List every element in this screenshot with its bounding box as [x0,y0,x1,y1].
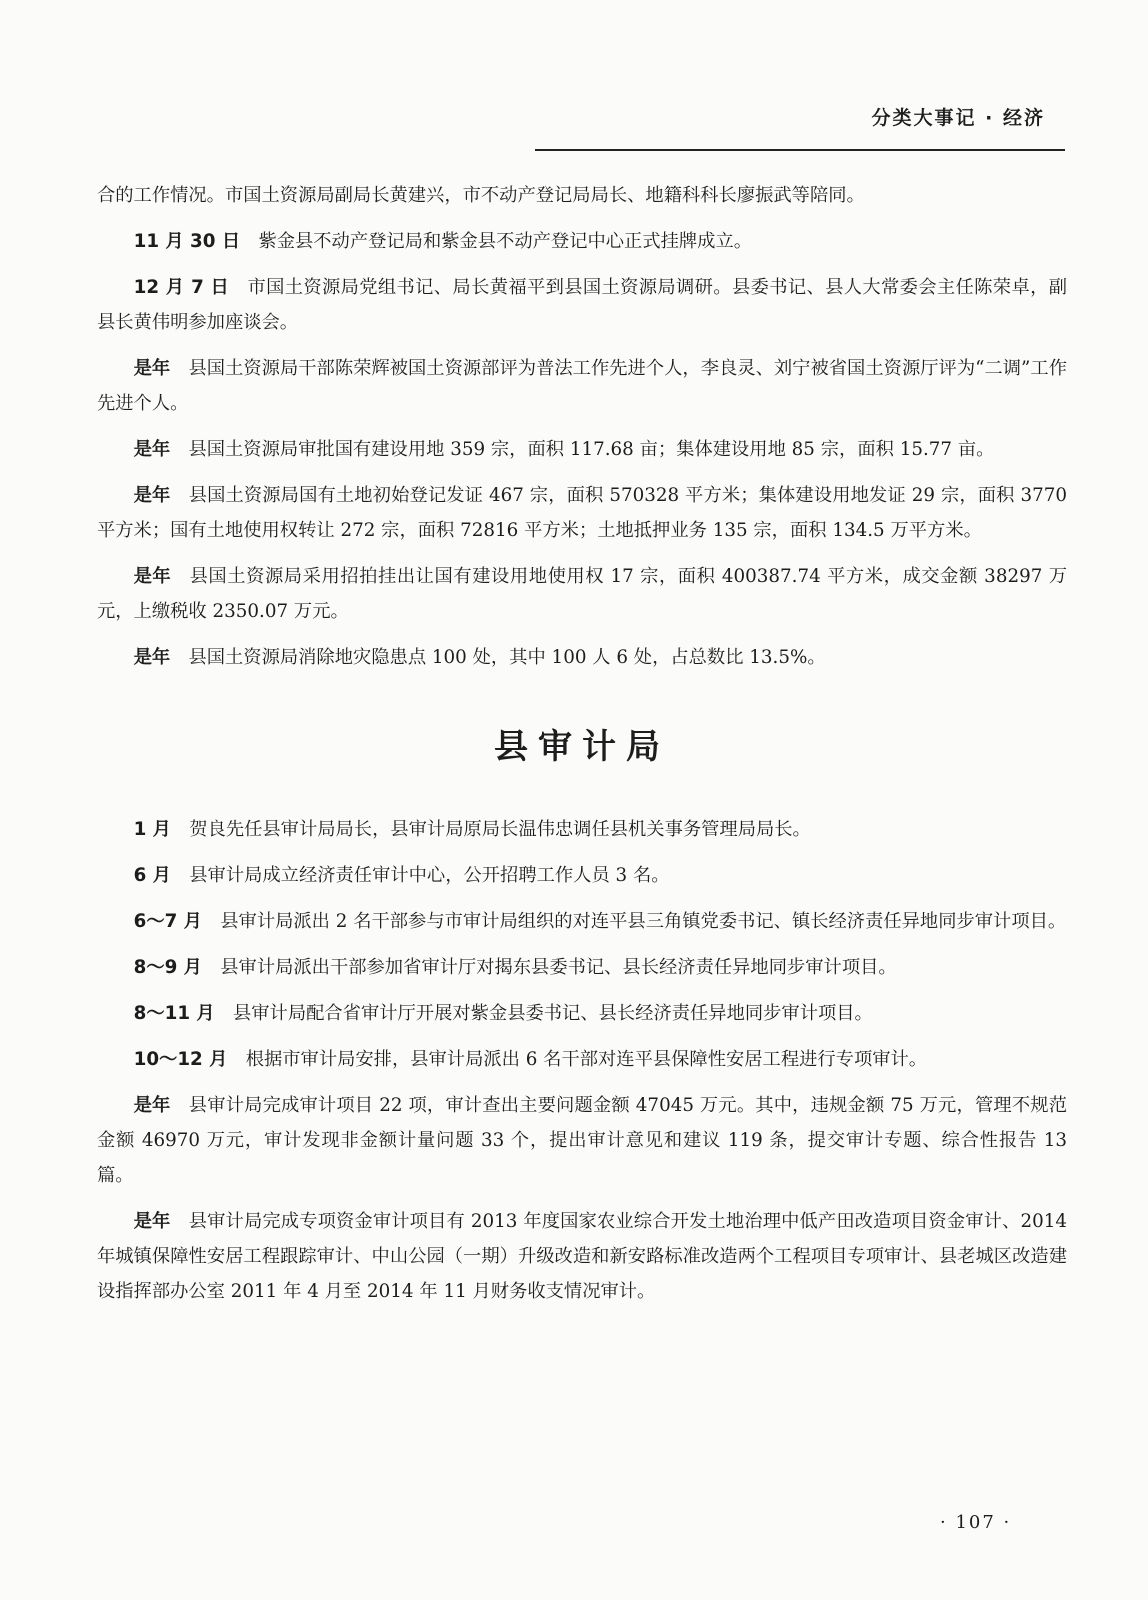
entry-text: 市国土资源局党组书记、局长黄福平到县国土资源局调研。县委书记、县人大常委会主任陈荣卓，副县长黄伟明参加座谈会。 [97,277,1067,333]
entry-date: 10～12 月 [133,1049,228,1070]
entry [97,1204,1067,1309]
entry [97,812,1067,847]
section-title: 县审计局 [494,727,670,767]
entry-text: 县国土资源局审批国有建设用地 359 宗，面积 117.68 亩；集体建设用地 85 宗，面积 15.77 亩。 [188,439,995,460]
entry [97,904,1067,939]
entry [97,270,1067,340]
entry [97,996,1067,1031]
entry-text: 县国土资源局消除地灾隐患点 100 处，其中 100 人 6 处，占总数比 13.5%。 [188,647,826,668]
entry-date: 6～7 月 [133,911,202,932]
entry-text: 县国土资源局采用招拍挂出让国有建设用地使用权 17 宗，面积 400387.74 平方米，成交金额 38297 万元，上缴税收 2350.07 万元。 [97,566,1067,622]
entry-text: 根据市审计局安排，县审计局派出 6 名干部对连平县保障性安居工程进行专项审计。 [245,1049,928,1070]
entry-text: 紫金县不动产登记局和紫金县不动产登记中心正式挂牌成立。 [258,231,753,252]
entry-date: 8～11 月 [133,1003,215,1024]
entry-text: 县审计局配合省审计厅开展对紫金县委书记、县长经济责任异地同步审计项目。 [232,1003,873,1024]
entry [97,432,1067,467]
entry-date: 是年 [133,439,171,460]
entry-text: 县审计局成立经济责任审计中心，公开招聘工作人员 3 名。 [189,865,670,886]
entry-date: 是年 [133,1095,171,1116]
entry [97,224,1067,259]
entry-date: 11 月 30 日 [133,231,241,252]
entry [97,858,1067,893]
entry-date: 1 月 [133,819,171,840]
entry-text: 县审计局派出干部参加省审计厅对揭东县委书记、县长经济责任异地同步审计项目。 [220,957,897,978]
page-number: · 107 · [940,1512,1012,1533]
entry [97,950,1067,985]
entry-date: 12 月 7 日 [133,277,230,298]
entry-date: 是年 [133,566,172,587]
entry [97,351,1067,421]
entry [97,559,1067,629]
entry [97,1042,1067,1077]
entry-text: 县国土资源局国有土地初始登记发证 467 宗，面积 570328 平方米；集体建设用地发证 29 宗，面积 3770 平方米；国有土地使用权转让 272 宗，面积 72816 平方米；土地抵押业务 135 宗，面积 134.5 万平方米。 [97,485,1067,541]
entry-date: 是年 [133,647,171,668]
entry-text: 县审计局完成审计项目 22 项，审计查出主要问题金额 47045 万元。其中，违规金额 75 万元，管理不规范金额 46970 万元，审计发现非金额计量问题 33 个，提出审计意见和建议 119 条，提交审计专题、综合性报告 13 篇。 [97,1095,1068,1186]
entry-date: 是年 [133,358,171,379]
entry [97,640,1067,675]
entry-text: 县审计局完成专项资金审计项目有 2013 年度国家农业综合开发土地治理中低产田改造项目资金审计、2014 年城镇保障性安居工程跟踪审计、中山公园（一期）升级改造和新安路标准改造两个工程项目专项审计、县老城区改造建设指挥部办公室 2011 年 4 月至 2014 年 11 月财务收支情况审计。 [97,1211,1067,1302]
header-rule [535,149,1065,151]
entry-text: 贺良先任县审计局局长，县审计局原局长温伟忠调任县机关事务管理局局长。 [189,819,811,840]
page-body [97,178,1067,1320]
entry [97,1088,1067,1193]
entry-text: 合的工作情况。市国土资源局副局长黄建兴，市不动产登记局局长、地籍科科长廖振武等陪同。 [97,185,865,206]
entry-date: 是年 [133,485,171,506]
entry [97,478,1067,548]
entry-text: 县国土资源局干部陈荣辉被国土资源部评为普法工作先进个人，李良灵、刘宁被省国土资源厅评为“二调”工作先进个人。 [97,358,1067,414]
entry-continuation [97,178,1067,213]
entry-text: 县审计局派出 2 名干部参与市审计局组织的对连平县三角镇党委书记、镇长经济责任异地同步审计项目。 [220,911,1067,932]
entry-date: 8～9 月 [133,957,202,978]
entry-date: 是年 [133,1211,171,1232]
running-header: 分类大事记 · 经济 [871,107,1045,129]
entry-date: 6 月 [133,865,171,886]
